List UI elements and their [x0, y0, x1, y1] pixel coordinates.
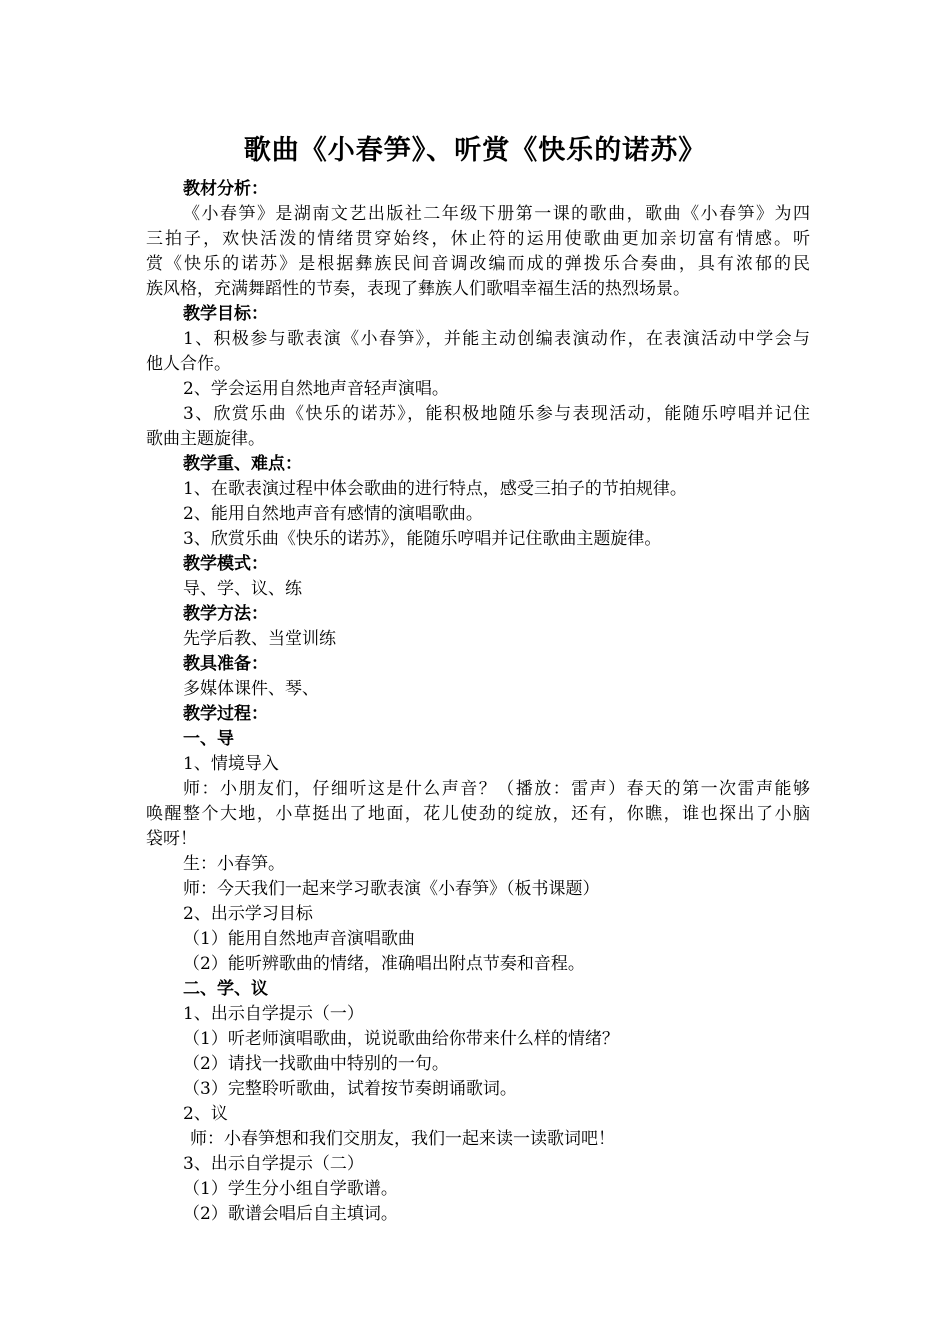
- teacher-line-1b: 唤醒整个大地，小草挺出了地面，花儿使劲的绽放，还有，你瞧，谁也探出了小脑: [146, 804, 810, 824]
- keypoint-2: 2、能用自然地声音有感情的演唱歌曲。: [183, 504, 483, 524]
- mode-text: 导、学、议、练: [183, 579, 302, 599]
- method-text: 先学后教、当堂训练: [183, 629, 336, 649]
- part-2-heading: 二、学、议: [183, 979, 268, 999]
- student-line-1: 生：小春笋。: [183, 854, 285, 874]
- hint-5: （2）歌谱会唱后自主填词。: [183, 1204, 398, 1224]
- goal-2: 2、学会运用自然地声音轻声演唱。: [183, 379, 449, 399]
- part-1-heading: 一、导: [183, 729, 234, 749]
- teacher-line-1a: 师：小朋友们，仔细听这是什么声音？（播放：雷声）春天的第一次雷声能够: [183, 779, 810, 799]
- tools-text: 多媒体课件、琴、: [183, 679, 319, 699]
- teacher-line-2: 师：今天我们一起来学习歌表演《小春笋》（板书课题）: [183, 879, 600, 899]
- analysis-line-4: 族风格，充满舞蹈性的节奏，表现了彝族人们歌唱幸福生活的热烈场景。: [146, 279, 690, 299]
- part-2-step-3: 3、出示自学提示（二）: [183, 1154, 364, 1174]
- analysis-heading: 教材分析：: [183, 179, 268, 199]
- part-2-step-1: 1、出示自学提示（一）: [183, 1004, 364, 1024]
- method-heading: 教学方法：: [183, 604, 268, 624]
- teacher-line-1c: 袋呀！: [146, 829, 197, 849]
- keypoint-3: 3、欣赏乐曲《快乐的诺苏》，能随乐哼唱并记住歌曲主题旋律。: [183, 529, 662, 549]
- analysis-line-3: 赏《快乐的诺苏》是根据彝族民间音调改编而成的弹拨乐合奏曲，具有浓郁的民: [146, 254, 810, 274]
- goal-1-line-1: 1、积极参与歌表演《小春笋》，并能主动创编表演动作，在表演活动中学会与: [183, 329, 810, 349]
- hint-3: （3）完整聆听歌曲，试着按节奏朗诵歌词。: [183, 1079, 517, 1099]
- hint-2: （2）请找一找歌曲中特别的一句。: [183, 1054, 449, 1074]
- mode-heading: 教学模式：: [183, 554, 268, 574]
- goals-heading: 教学目标：: [183, 304, 268, 324]
- document-title: 歌曲《小春笋》、听赏《快乐的诺苏》: [243, 135, 707, 166]
- teacher-line-3: 师：小春笋想和我们交朋友，我们一起来读一读歌词吧！: [190, 1129, 615, 1149]
- goal-1-line-2: 他人合作。: [146, 354, 231, 374]
- keypoints-heading: 教学重、难点：: [183, 454, 302, 474]
- process-heading: 教学过程：: [183, 704, 268, 724]
- analysis-line-1: 《小春笋》是湖南文艺出版社二年级下册第一课的歌曲，歌曲《小春笋》为四: [183, 204, 810, 224]
- objective-1: （1）能用自然地声音演唱歌曲: [183, 929, 415, 949]
- hint-1: （1）听老师演唱歌曲，说说歌曲给你带来什么样的情绪？: [183, 1029, 619, 1049]
- part-1-step-1: 1、情境导入: [183, 754, 279, 774]
- hint-4: （1）学生分小组自学歌谱。: [183, 1179, 398, 1199]
- analysis-line-2: 三拍子，欢快活泼的情绪贯穿始终，休止符的运用使歌曲更加亲切富有情感。听: [146, 229, 810, 249]
- tools-heading: 教具准备：: [183, 654, 268, 674]
- part-1-step-2: 2、出示学习目标: [183, 904, 313, 924]
- goal-3-line-1: 3、欣赏乐曲《快乐的诺苏》，能积极地随乐参与表现活动，能随乐哼唱并记住: [183, 404, 810, 424]
- part-2-step-2: 2、议: [183, 1104, 228, 1124]
- goal-3-line-2: 歌曲主题旋律。: [146, 429, 265, 449]
- objective-2: （2）能听辨歌曲的情绪，准确唱出附点节奏和音程。: [183, 954, 585, 974]
- keypoint-1: 1、在歌表演过程中体会歌曲的进行特点，感受三拍子的节拍规律。: [183, 479, 687, 499]
